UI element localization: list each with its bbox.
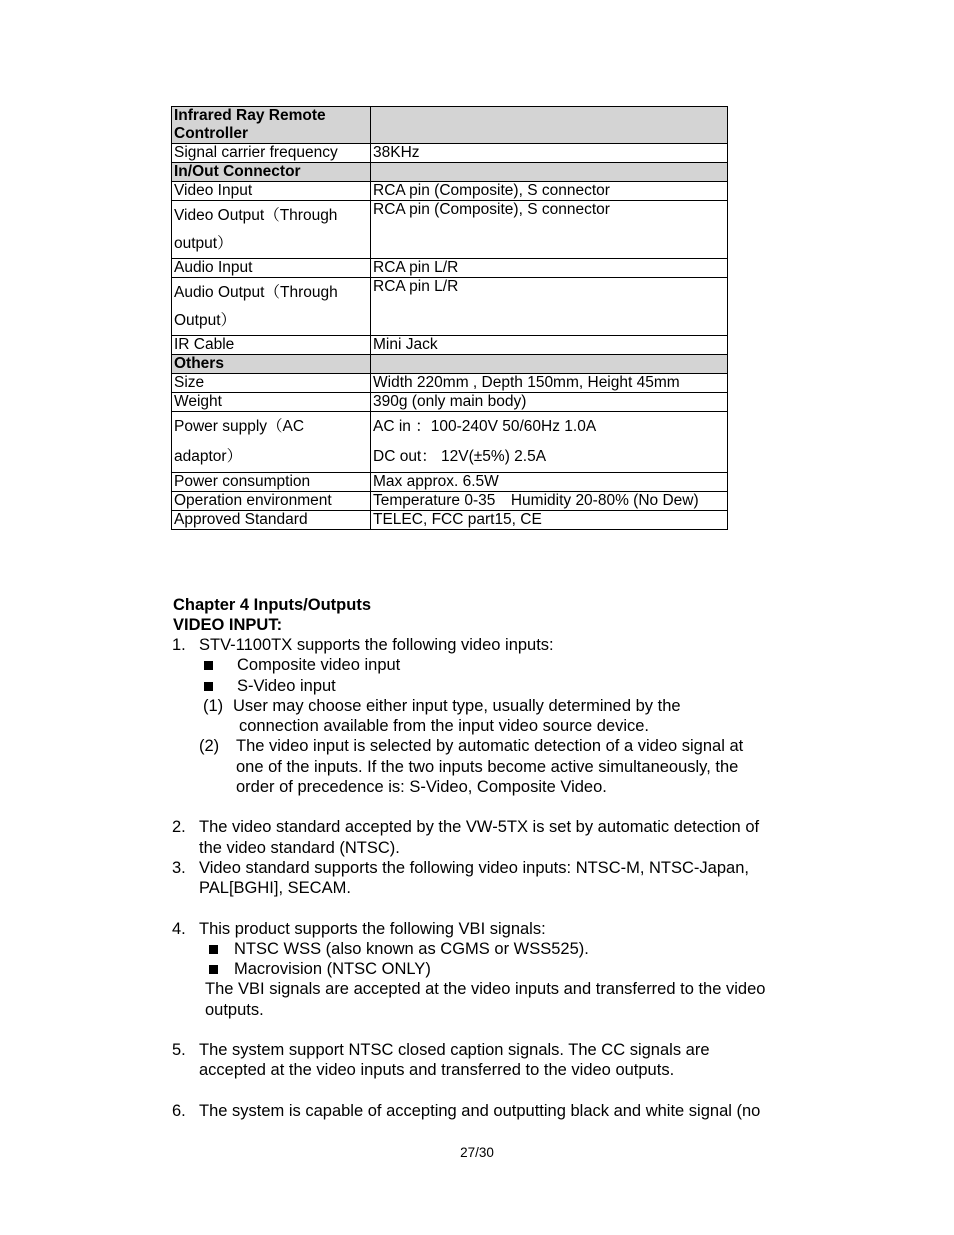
- table-row: [172, 182, 728, 201]
- table-cell-value: Max approx. 6.5W: [371, 473, 728, 492]
- item-text: The system is capable of accepting and outputting black and white signal (no: [199, 1102, 761, 1120]
- table-row: [172, 511, 728, 530]
- bullet-item: Macrovision (NTSC ONLY): [209, 959, 431, 979]
- sub-item-text: User may choose either input type, usually determined by the: [233, 697, 681, 715]
- table-cell-value: TELEC, FCC part15, CE: [371, 511, 728, 530]
- table-row: [172, 259, 728, 278]
- item-text: the video standard (NTSC).: [199, 839, 400, 857]
- square-bullet-icon: [204, 682, 213, 691]
- table-cell-value: RCA pin L/R: [371, 259, 728, 278]
- item-text: outputs.: [205, 1001, 264, 1019]
- page-number: 27/30: [460, 1145, 494, 1160]
- item-number: 3.: [172, 859, 186, 877]
- table-cell-value: [371, 412, 728, 473]
- table-cell-label: Weight: [172, 393, 371, 412]
- table-cell-label: Video Output（Through output）: [172, 201, 371, 259]
- table-cell-label: Size: [172, 374, 371, 393]
- table-cell-value: 390g (only main body): [371, 393, 728, 412]
- item-text: PAL[BGHI], SECAM.: [199, 879, 351, 897]
- sub-item-number: (2): [199, 737, 220, 755]
- section-heading: VIDEO INPUT:: [173, 616, 283, 634]
- table-row: [172, 336, 728, 355]
- table-cell-label: In/Out Connector: [172, 163, 371, 182]
- table-cell-label: Video Input: [172, 182, 371, 201]
- square-bullet-icon: [209, 965, 218, 974]
- item-text: STV-1100TX supports the following video inputs:: [199, 636, 554, 654]
- table-cell-value: [371, 355, 728, 374]
- chapter-heading: Chapter 4 Inputs/Outputs: [173, 596, 371, 614]
- table-cell-label: Infrared Ray Remote Controller: [172, 107, 371, 144]
- specifications-table: [171, 106, 728, 530]
- table-cell-value-line: DC out： 12V(±5%) 2.5A: [373, 448, 547, 465]
- table-cell-value: 38KHz: [371, 144, 728, 163]
- table-cell-label: Power consumption: [172, 473, 371, 492]
- square-bullet-icon: [209, 945, 218, 954]
- table-section-row: [172, 163, 728, 182]
- table-row: [172, 393, 728, 412]
- table-cell-value: RCA pin (Composite), S connector: [371, 182, 728, 201]
- item-text: The video standard accepted by the VW-5TX is set by automatic detection of: [199, 818, 760, 836]
- item-text: This product supports the following VBI signals:: [199, 920, 546, 938]
- table-cell-label: Operation environment: [172, 492, 371, 511]
- table-row: [172, 412, 728, 473]
- sub-item-text: order of precedence is: S-Video, Composite Video.: [236, 778, 607, 796]
- table-section-row: [172, 355, 728, 374]
- item-number: 2.: [172, 818, 186, 836]
- table-cell-value: [371, 163, 728, 182]
- table-cell-value-line: AC in ：100-240V 50/60Hz 1.0A: [373, 418, 597, 435]
- item-number: 6.: [172, 1102, 186, 1120]
- table-cell-label: Power supply（AC adaptor）: [172, 412, 371, 473]
- sub-item-number: (1): [203, 697, 224, 715]
- item-number: 1.: [172, 636, 186, 654]
- table-cell-value: RCA pin L/R: [371, 278, 728, 336]
- table-cell-value: Width 220mm , Depth 150mm, Height 45mm: [371, 374, 728, 393]
- table-cell-label: Approved Standard: [172, 511, 371, 530]
- table-row: [172, 492, 728, 511]
- table-cell-value: Temperature 0-35 Humidity 20-80% (No Dew): [371, 492, 728, 511]
- item-text: The VBI signals are accepted at the video inputs and transferred to the video: [205, 980, 766, 998]
- table-cell-label: IR Cable: [172, 336, 371, 355]
- bullet-item: Composite video input: [204, 655, 400, 675]
- table-cell-value: Mini Jack: [371, 336, 728, 355]
- table-row: [172, 473, 728, 492]
- item-text: accepted at the video inputs and transferred to the video outputs.: [199, 1061, 675, 1079]
- sub-item-text: The video input is selected by automatic detection of a video signal at: [236, 737, 744, 755]
- table-cell-value: [371, 107, 728, 144]
- item-text: Video standard supports the following video inputs: NTSC-M, NTSC-Japan,: [199, 859, 749, 877]
- table-row: [172, 144, 728, 163]
- table-section-row: [172, 107, 728, 144]
- sub-item-text: one of the inputs. If the two inputs become active simultaneously, the: [236, 758, 739, 776]
- square-bullet-icon: [204, 661, 213, 670]
- table-cell-label: Others: [172, 355, 371, 374]
- item-number: 4.: [172, 920, 186, 938]
- item-number: 5.: [172, 1041, 186, 1059]
- table-cell-label: Signal carrier frequency: [172, 144, 371, 163]
- table-cell-label: Audio Input: [172, 259, 371, 278]
- table-row: [172, 374, 728, 393]
- table-cell-label: Audio Output（Through Output）: [172, 278, 371, 336]
- bullet-item: S-Video input: [204, 676, 336, 696]
- item-text: The system support NTSC closed caption signals. The CC signals are: [199, 1041, 710, 1059]
- table-cell-value: RCA pin (Composite), S connector: [371, 201, 728, 259]
- table-row: [172, 201, 728, 259]
- sub-item-text: connection available from the input video source device.: [239, 717, 649, 735]
- table-row: [172, 278, 728, 336]
- bullet-item: NTSC WSS (also known as CGMS or WSS525).: [209, 939, 589, 959]
